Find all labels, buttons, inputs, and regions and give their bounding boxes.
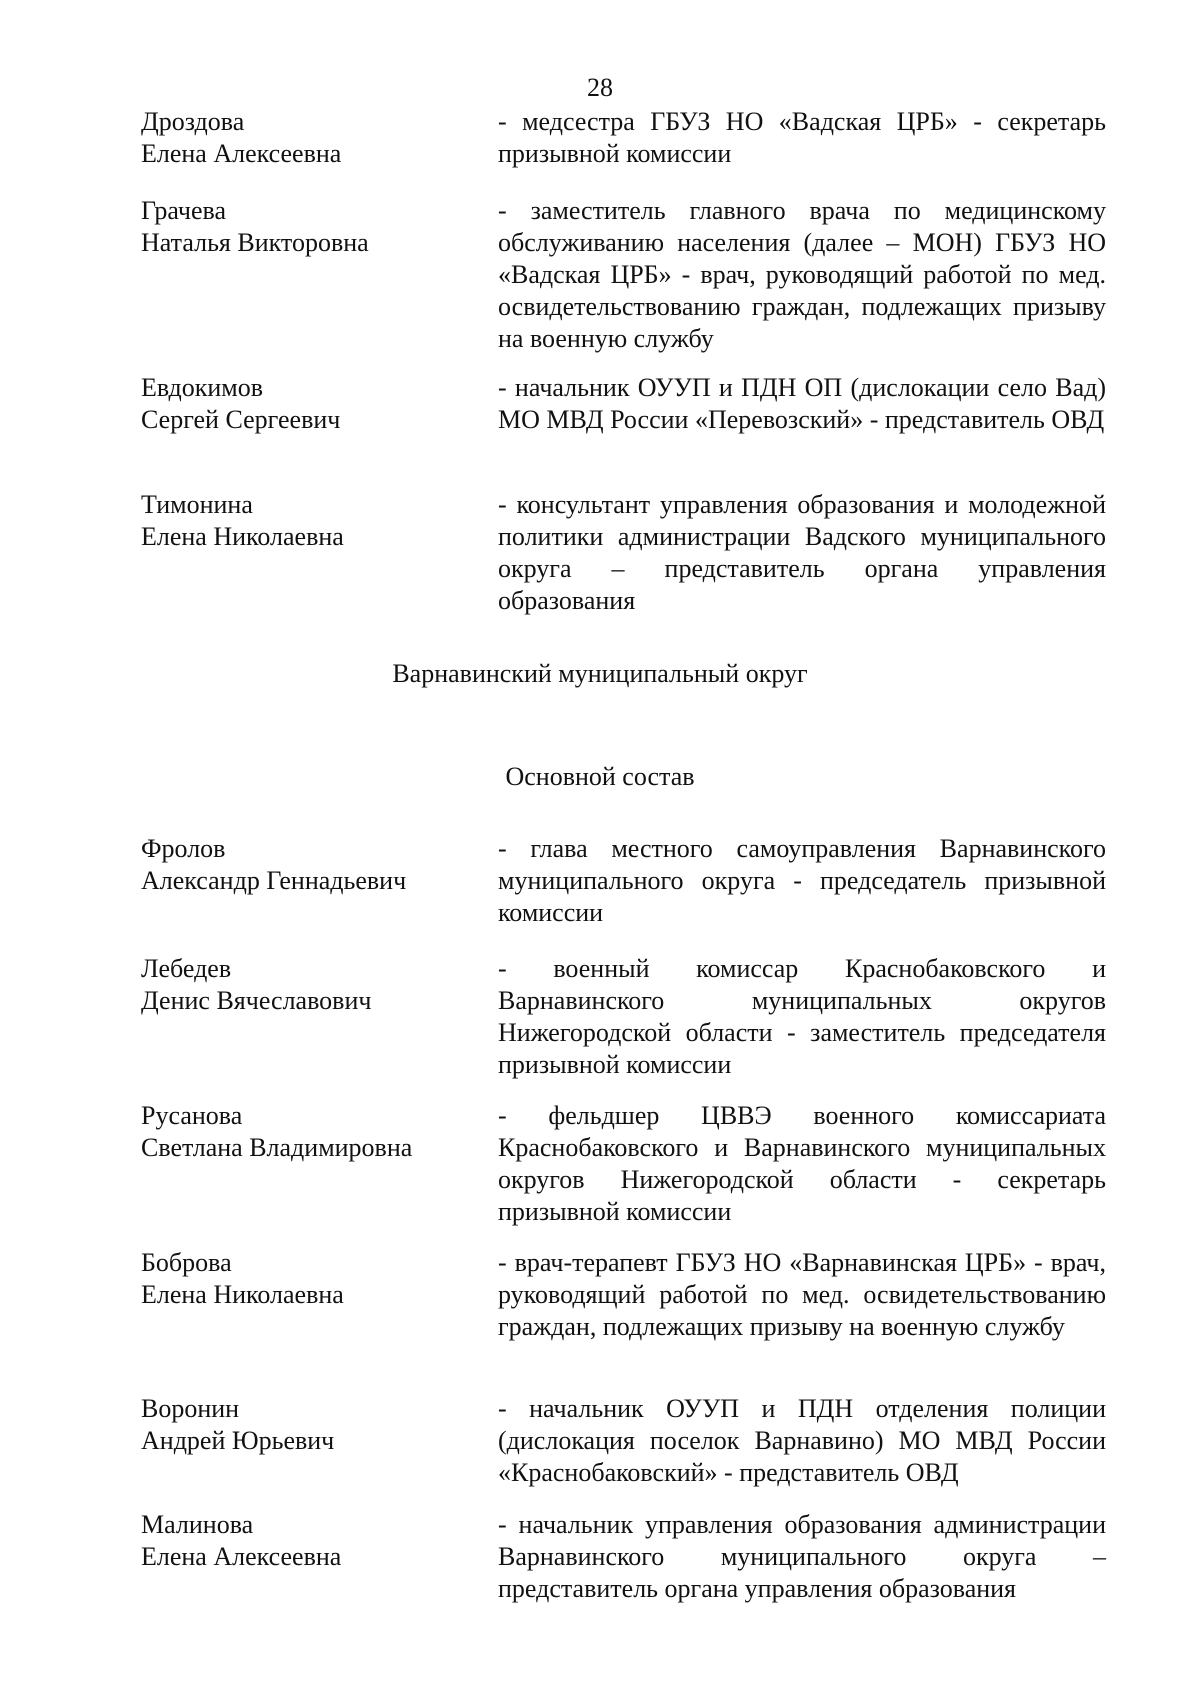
member-given-name: Елена Николаевна (141, 1280, 344, 1309)
member-given-name: Сергей Сергеевич (141, 405, 341, 434)
composition-heading: Основной состав (505, 762, 695, 791)
member-given-name: Елена Николаевна (141, 522, 344, 551)
member-surname: Русанова (141, 1101, 243, 1130)
member-role: - начальник ОУУП и ПДН ОП (дислокации село Вад) МО МВД России «Перевозский» - представитель ОВД (498, 373, 1106, 434)
member-name (141, 1247, 498, 1311)
member-role: - консультант управления образования и молодежной политики администрации Вадского муниципального округа – представитель органа управления образования (498, 490, 1106, 615)
member-surname: Евдокимов (141, 373, 264, 402)
member-name (141, 1509, 498, 1573)
member-role: - глава местного самоуправления Варнавинского муниципального округа - председатель призывной комиссии (498, 834, 1106, 927)
member-name (141, 372, 498, 436)
member-entry (141, 372, 1106, 436)
member-name (141, 489, 498, 553)
member-role: - врач-терапевт ГБУЗ НО «Варнавинская ЦРБ» - врач, руководящий работой по мед. освидетельствованию граждан, подлежащих призыву на военную службу (498, 1248, 1106, 1341)
member-entry (141, 1100, 1106, 1228)
member-surname: Фролов (141, 834, 226, 863)
member-given-name: Андрей Юрьевич (141, 1426, 335, 1455)
member-entry (141, 833, 1106, 929)
member-given-name: Елена Алексеевна (141, 1542, 342, 1571)
member-entry (141, 195, 1106, 355)
page-number: 28 (587, 73, 613, 102)
member-surname: Лебедев (141, 954, 232, 983)
member-name (141, 1393, 498, 1457)
member-role: - медсестра ГБУЗ НО «Вадская ЦРБ» - секретарь призывной комиссии (498, 107, 1106, 168)
member-name (141, 106, 498, 170)
member-given-name: Елена Алексеевна (141, 139, 342, 168)
member-entry (141, 1509, 1106, 1605)
member-role: - начальник ОУУП и ПДН отделения полиции (дислокация поселок Варнавино) МО МВД России «Краснобаковский» - представитель ОВД (498, 1394, 1106, 1487)
member-surname: Малинова (141, 1510, 254, 1539)
member-entry (141, 953, 1106, 1081)
member-role: - фельдшер ЦВВЭ военного комиссариата Краснобаковского и Варнавинского муниципальных округов Нижегородской области - секретарь призывной комиссии (498, 1101, 1106, 1226)
member-entry (141, 1247, 1106, 1343)
member-given-name: Наталья Викторовна (141, 228, 369, 257)
member-role: - заместитель главного врача по медицинскому обслуживанию населения (далее – МОН) ГБУЗ НО «Вадская ЦРБ» - врач, руководящий работой по мед. освидетельствованию граждан, подлежащих призыву на военную службу (498, 196, 1106, 353)
member-surname: Воронин (141, 1394, 240, 1423)
member-entry (141, 489, 1106, 617)
member-name (141, 195, 498, 259)
member-surname: Тимонина (141, 490, 253, 519)
member-surname: Боброва (141, 1248, 232, 1277)
member-entry (141, 106, 1106, 170)
member-entry (141, 1393, 1106, 1489)
member-surname: Грачева (141, 196, 226, 225)
member-name (141, 953, 498, 1017)
member-name (141, 1100, 498, 1164)
member-given-name: Денис Вячеславович (141, 986, 372, 1015)
member-name (141, 833, 498, 897)
member-given-name: Александр Геннадьевич (141, 866, 407, 895)
member-role: - начальник управления образования администрации Варнавинского муниципального округа – представитель органа управления образования (498, 1510, 1106, 1603)
member-role: - военный комиссар Краснобаковского и Варнавинского муниципальных округов Нижегородской области - заместитель председателя призывной комиссии (498, 954, 1106, 1079)
member-given-name: Светлана Владимировна (141, 1133, 413, 1162)
member-surname: Дроздова (141, 107, 245, 136)
district-heading: Варнавинский муниципальный округ (392, 659, 808, 688)
